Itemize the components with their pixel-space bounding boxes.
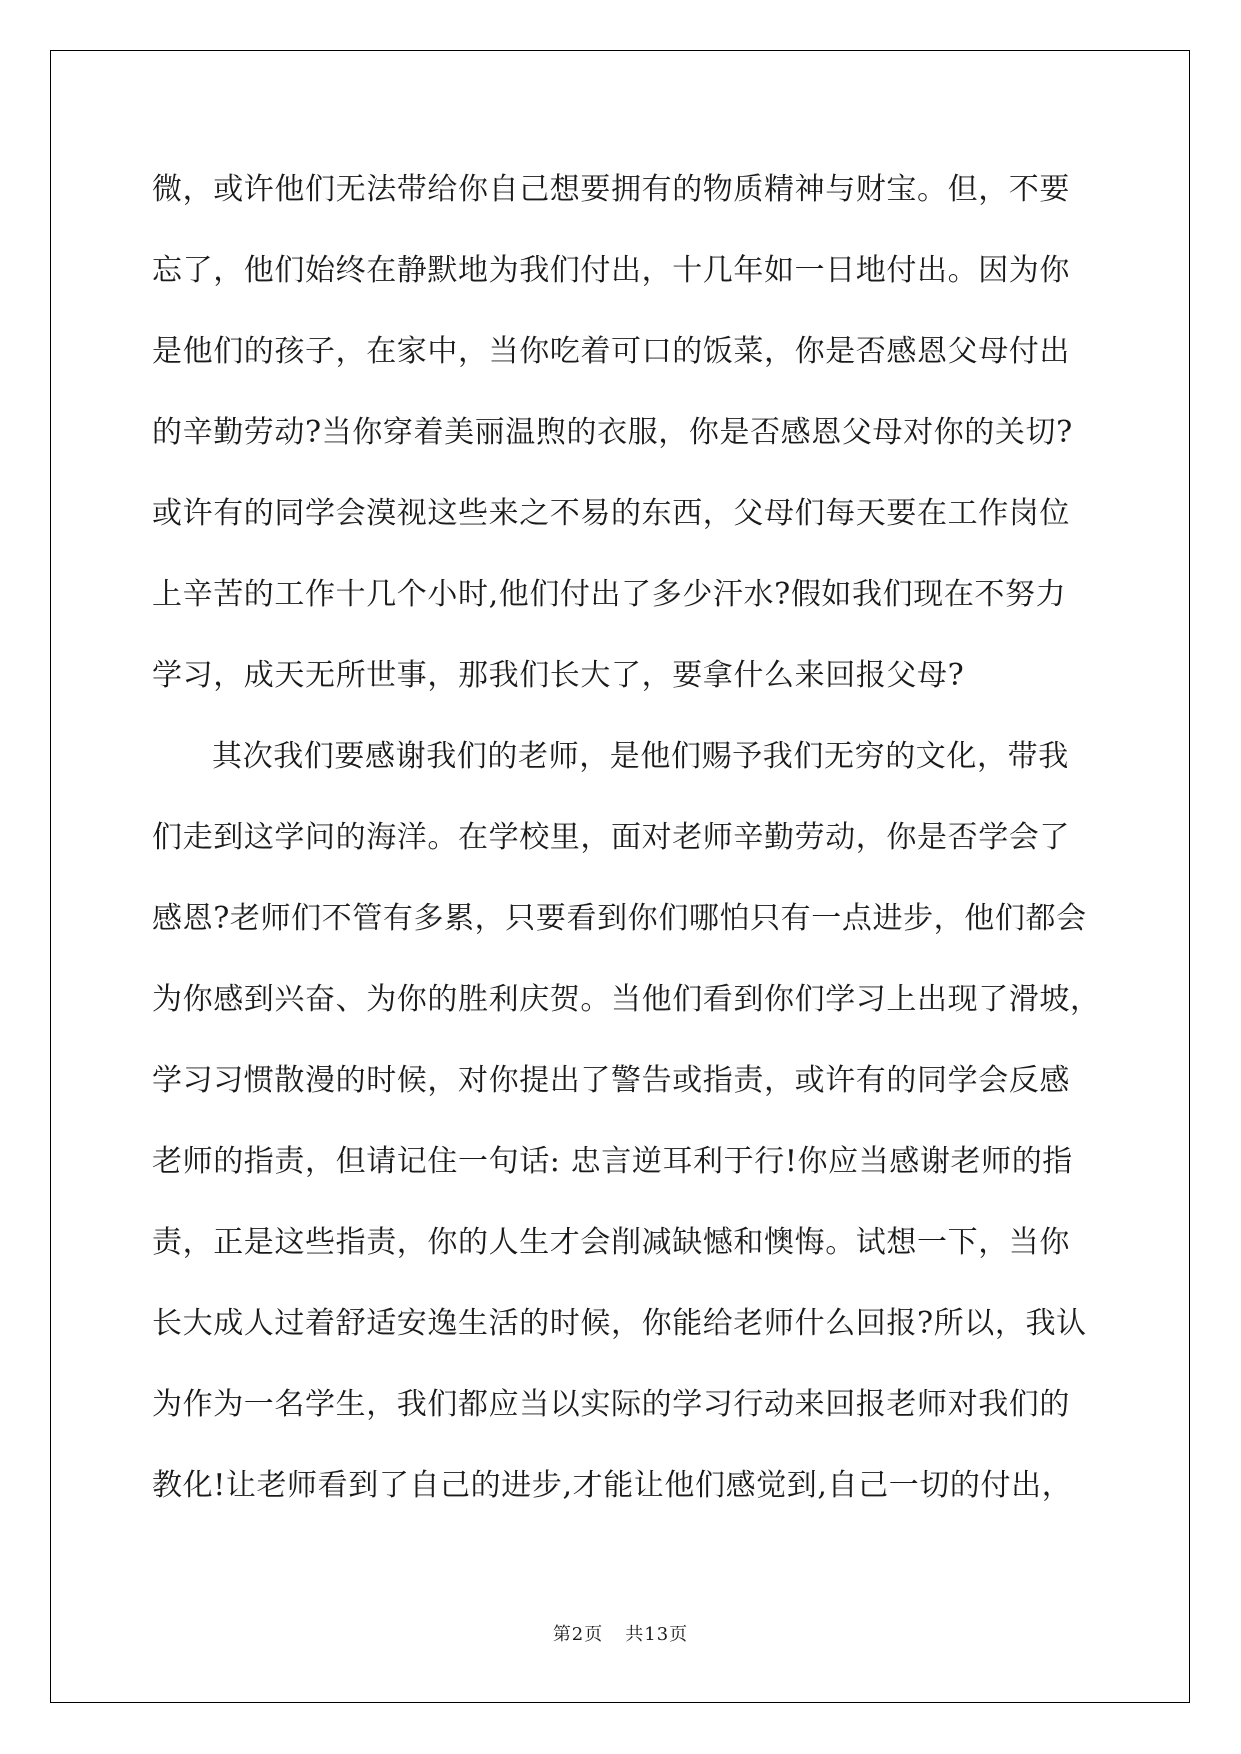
text-line: 为你感到兴奋、为你的胜利庆贺。当他们看到你们学习上出现了滑坡，: [152, 982, 1101, 1017]
text-line: 感恩?老师们不管有多累，只要看到你们哪怕只有一点进步，他们都会: [152, 901, 1087, 936]
text-line: 们走到这学问的海洋。在学校里，面对老师辛勤劳动，你是否学会了: [152, 820, 1070, 855]
page-footer: [0, 1620, 1241, 1646]
text-line: 或许有的同学会漠视这些来之不易的东西，父母们每天要在工作岗位: [152, 496, 1070, 531]
document-body: [152, 160, 1101, 1537]
text-line: 为作为一名学生，我们都应当以实际的学习行动来回报老师对我们的: [152, 1387, 1070, 1422]
page-total: 共13页: [625, 1624, 689, 1645]
text-line: 微，或许他们无法带给你自己想要拥有的物质精神与财宝。但，不要: [152, 172, 1070, 207]
page-number: 第2页: [552, 1624, 604, 1645]
text-line: 教化!让老师看到了自己的进步,才能让他们感觉到,自己一切的付出，: [152, 1468, 1073, 1503]
text-line: 学习，成天无所世事，那我们长大了，要拿什么来回报父母?: [152, 658, 965, 693]
text-line: 忘了，他们始终在静默地为我们付出，十几年如一日地付出。因为你: [152, 253, 1070, 288]
text-line: 上辛苦的工作十几个小时,他们付出了多少汗水?假如我们现在不努力: [152, 577, 1067, 612]
text-line: 长大成人过着舒适安逸生活的时候，你能给老师什么回报?所以，我认: [152, 1306, 1087, 1341]
text-line: 老师的指责，但请记住一句话: 忠言逆耳利于行!你应当感谢老师的指: [152, 1144, 1073, 1179]
text-line: 的辛勤劳动?当你穿着美丽温煦的衣服，你是否感恩父母对你的关切?: [152, 415, 1073, 450]
text-line: 责，正是这些指责，你的人生才会削减缺憾和懊悔。试想一下，当你: [152, 1225, 1070, 1260]
paragraph-start-line: 其次我们要感谢我们的老师，是他们赐予我们无穷的文化，带我: [212, 739, 1069, 774]
text-line: 是他们的孩子，在家中，当你吃着可口的饭菜，你是否感恩父母付出: [152, 334, 1070, 369]
text-line: 学习习惯散漫的时候，对你提出了警告或指责，或许有的同学会反感: [152, 1063, 1070, 1098]
